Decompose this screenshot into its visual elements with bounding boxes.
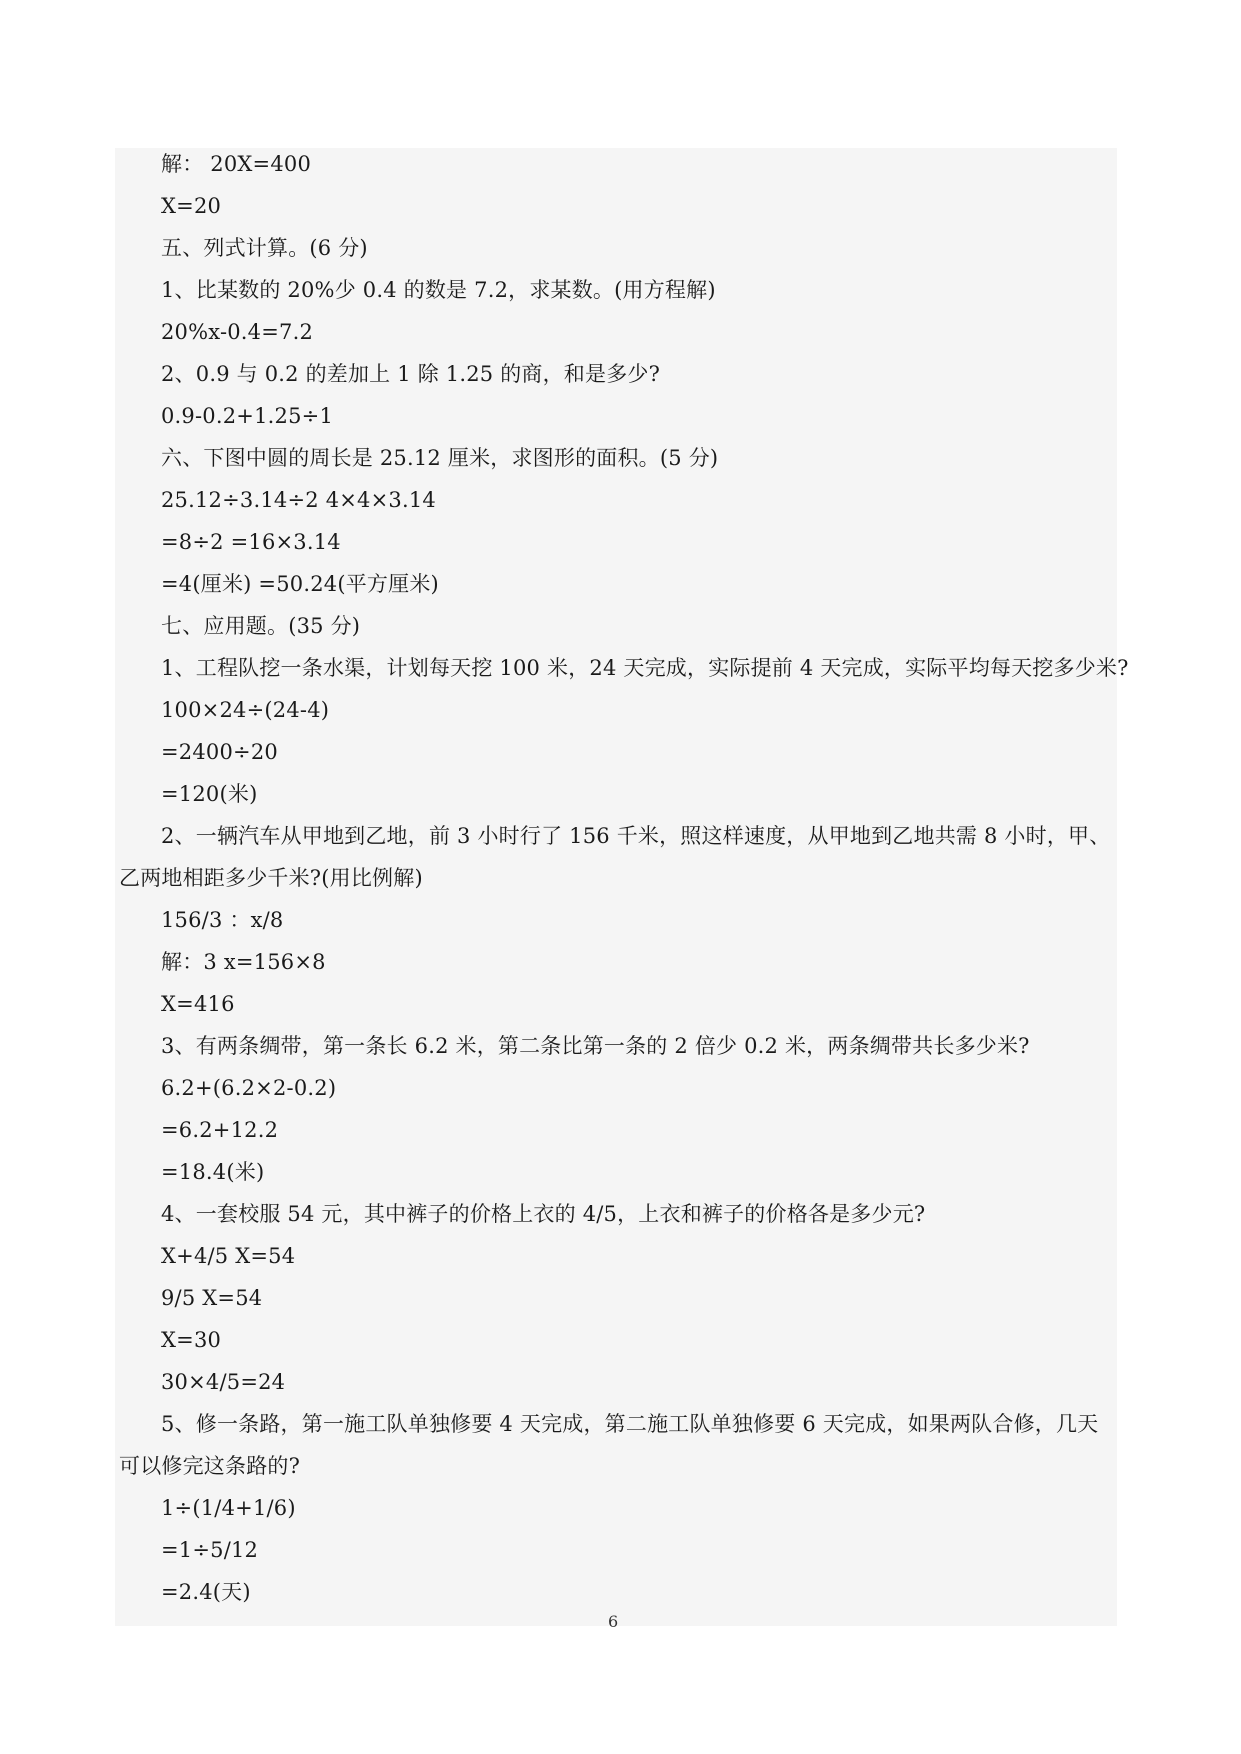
text-line: 0.9-0.2+1.25÷1 <box>161 404 333 428</box>
question-text: 1、工程队挖一条水渠，计划每天挖 100 米，24 天完成，实际提前 4 天完成，实际平均每天挖多少米? <box>161 656 1129 680</box>
text-line: 解： 20X=400 <box>161 152 312 176</box>
text-line: 20%x-0.4=7.2 <box>161 320 314 344</box>
text-line: =4(厘米) =50.24(平方厘米) <box>161 572 439 596</box>
text-line: =6.2+12.2 <box>161 1118 279 1142</box>
text-line: 25.12÷3.14÷2 4×4×3.14 <box>161 488 436 512</box>
text-line: =2400÷20 <box>161 740 278 764</box>
text-line: 1÷(1/4+1/6) <box>161 1496 296 1520</box>
text-line: 30×4/5=24 <box>161 1370 286 1394</box>
question-text: 4、一套校服 54 元，其中裤子的价格上衣的 4/5，上衣和裤子的价格各是多少元? <box>161 1202 926 1226</box>
text-line: =2.4(天) <box>161 1580 251 1604</box>
section-heading: 六、下图中圆的周长是 25.12 厘米，求图形的面积。(5 分) <box>161 446 719 470</box>
page-number: 6 <box>608 1612 619 1631</box>
text-line: 6.2+(6.2×2-0.2) <box>161 1076 337 1100</box>
text-line: =1÷5/12 <box>161 1538 259 1562</box>
text-line: 156/3 ：x/8 <box>161 908 284 932</box>
text-line: X=416 <box>161 992 235 1016</box>
text-line: =8÷2 =16×3.14 <box>161 530 341 554</box>
question-text: 2、一辆汽车从甲地到乙地，前 3 小时行了 156 千米，照这样速度，从甲地到乙地共需 8 小时，甲、 <box>161 824 1111 848</box>
text-line: 解：3 x=156×8 <box>161 950 326 974</box>
text-line: =120(米) <box>161 782 258 806</box>
section-heading: 五、列式计算。(6 分) <box>161 236 368 260</box>
question-text: 3、有两条绸带，第一条长 6.2 米，第二条比第一条的 2 倍少 0.2 米，两条绸带共长多少米? <box>161 1034 1030 1058</box>
question-text: 2、0.9 与 0.2 的差加上 1 除 1.25 的商，和是多少? <box>161 362 661 386</box>
text-line: =18.4(米) <box>161 1160 265 1184</box>
question-text: 乙两地相距多少千米?(用比例解) <box>119 866 423 890</box>
text-line: 9/5 X=54 <box>161 1286 263 1310</box>
text-line: 100×24÷(24-4) <box>161 698 330 722</box>
section-heading: 七、应用题。(35 分) <box>161 614 361 638</box>
question-text: 5、修一条路，第一施工队单独修要 4 天完成，第二施工队单独修要 6 天完成，如果两队合修，几天 <box>161 1412 1099 1436</box>
text-line: X=30 <box>161 1328 222 1352</box>
text-line: X=20 <box>161 194 222 218</box>
question-text: 可以修完这条路的? <box>119 1454 301 1478</box>
text-line: X+4/5 X=54 <box>161 1244 296 1268</box>
question-text: 1、比某数的 20%少 0.4 的数是 7.2，求某数。(用方程解) <box>161 278 716 302</box>
